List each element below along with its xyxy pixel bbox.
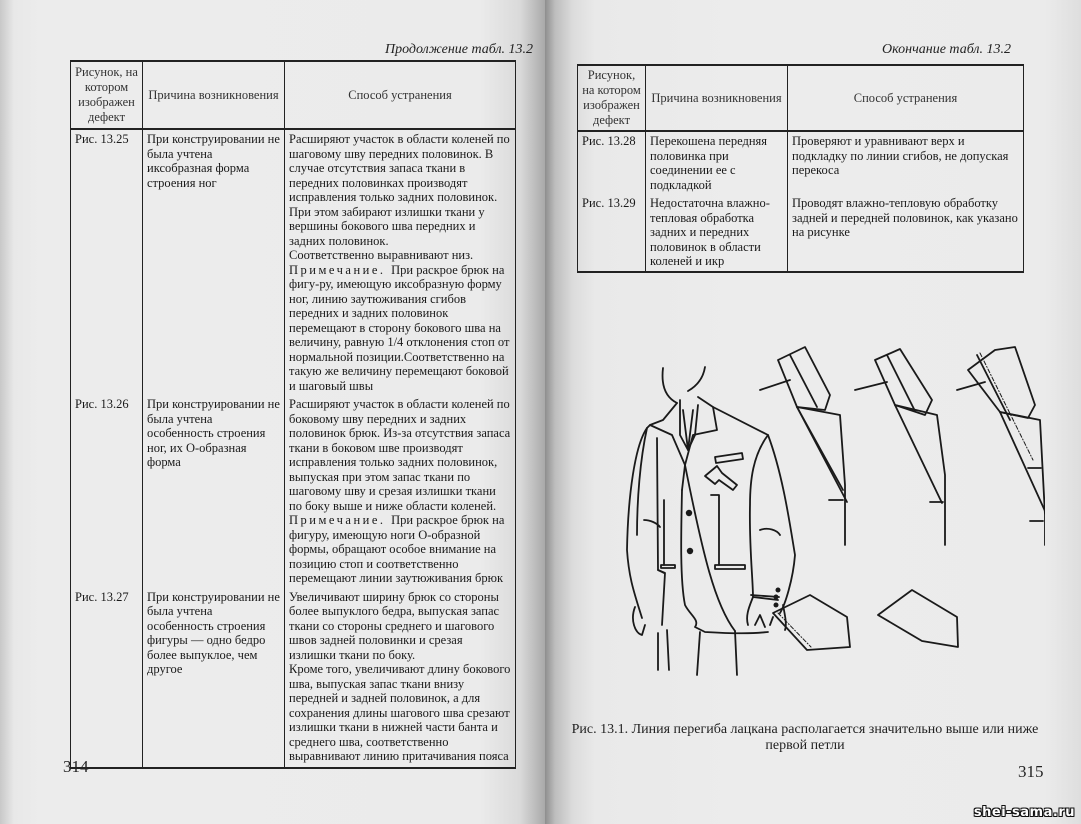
note-label: Примечание. <box>289 262 392 277</box>
lapel-diagram-1 <box>760 347 847 545</box>
cause-cell: При конструировании не была учтена иксобразная форма строения ног <box>143 129 285 395</box>
figure-ref: Рис. 13.26 <box>71 395 143 588</box>
defects-table <box>577 64 1024 273</box>
remedy-paragraph: Увеличивают ширину брюк со стороны более выпуклого бедра, выпуская запас ткани со стороны среднего и шагового швов задней половинки и срезая излишки ткани по боку. <box>289 589 500 662</box>
header-cause: Причина возникновения <box>143 61 285 129</box>
defects-table <box>70 60 516 769</box>
right-page <box>545 0 1081 824</box>
note-text: При раскрое брюк на фигу-ру, имеющую иксобразную форму ног, линию заутюживания сгибов передних и задних половинок перемещают в сторону бокового шва на величину, равную 1/4 отклонения стоп от нормальной позиции.Соответственно на такую же величину перемещают боковой и шаговый швы <box>289 262 510 393</box>
remedy-paragraph: Соответственно выравнивают низ. <box>289 248 474 262</box>
header-cause: Причина возникновения <box>646 65 788 131</box>
cause-cell: При конструировании не была учтена особенность строения фигуры — одно бедро более выпуклое, чем другое <box>143 588 285 768</box>
remedy-paragraph: Кроме того, увеличивают длину бокового шва, выпуская запас ткани внизу передней и задней половинок, а для сохранения длины шагового шва срезают излишки ткани в нижней части банта и среднего шва, соответственно выравнивают линию притачивания пояса <box>289 662 511 763</box>
header-remedy: Способ устранения <box>285 61 516 129</box>
remedy-cell: Проверяют и уравнивают верх и подкладку по линии сгибов, не допуская перекоса <box>788 131 1024 194</box>
remedy-paragraph: Расширяют участок в области коленей по боковому шву передних и задних половинок брюк. Из-за отсутствия запаса ткани в боковом шве производят исправления только задних половинок, выпуская при этом запас ткани по шаговому шву и срезая излишки ткани по боку выше и ниже области коленей. <box>289 397 511 513</box>
figure-ref: Рис. 13.29 <box>578 194 646 272</box>
table-header-row <box>578 65 1024 131</box>
watermark: shei-sama.ru <box>973 805 1075 820</box>
remedy-cell <box>285 395 516 588</box>
cause-cell: Перекошена передняя половинка при соединении ее с подкладкой <box>646 131 788 194</box>
pocket-flap-diagrams <box>773 590 958 650</box>
page-number: 314 <box>63 757 89 776</box>
figure-ref: Рис. 13.25 <box>71 129 143 395</box>
figure-ref: Рис. 13.28 <box>578 131 646 194</box>
remedy-cell: Проводят влажно-тепловую обработку задней и передней половинок, как указано на рисунке <box>788 194 1024 272</box>
jacket-lapel-illustration <box>585 335 1045 695</box>
figure-caption: Рис. 13.1. Линия перегиба лацкана располагается значительно выше или ниже первой петли <box>571 722 1039 753</box>
table-row <box>71 395 516 588</box>
header-figure: Рисунок, на котором изображен дефект <box>71 61 143 129</box>
figure-ref: Рис. 13.27 <box>71 588 143 768</box>
table-row <box>578 131 1024 194</box>
jacket-figure <box>627 367 795 675</box>
table-header-row <box>71 61 516 129</box>
header-remedy: Способ устранения <box>788 65 1024 131</box>
continuation-title: Продолжение табл. 13.2 <box>385 42 534 57</box>
remedy-cell <box>285 588 516 768</box>
continuation-title: Окончание табл. 13.2 <box>882 42 1011 57</box>
cause-cell: При конструировании не была учтена особенность строения ног, их О-образная форма <box>143 395 285 588</box>
remedy-paragraph: Расширяют участок в области коленей по шаговому шву передних половинок. В случае отсутствия запаса ткани в передних половинках производят исправления только задних половинок. <box>289 132 510 204</box>
table-row <box>71 129 516 395</box>
header-figure: Рисунок, на котором изображен дефект <box>578 65 646 131</box>
lapel-diagram-3 <box>957 347 1045 545</box>
remedy-paragraph: При этом забирают излишки ткани у вершины бокового шва передних и задних половинок. <box>289 204 485 248</box>
table-row <box>71 588 516 768</box>
note-text: При раскрое брюк на фигуру, имеющую ноги О-образной формы, обращают особое внимание на позицию стоп и соответственно перемещают линии заутюживания брюк <box>289 513 505 585</box>
page-number: 315 <box>1018 762 1044 781</box>
remedy-cell <box>285 129 516 395</box>
note-label: Примечание. <box>289 513 392 527</box>
cause-cell: Недостаточна влажно-тепловая обработка задних и передних половинок в области коленей и икр <box>646 194 788 272</box>
lapel-diagram-2 <box>855 349 945 545</box>
table-row <box>578 194 1024 272</box>
